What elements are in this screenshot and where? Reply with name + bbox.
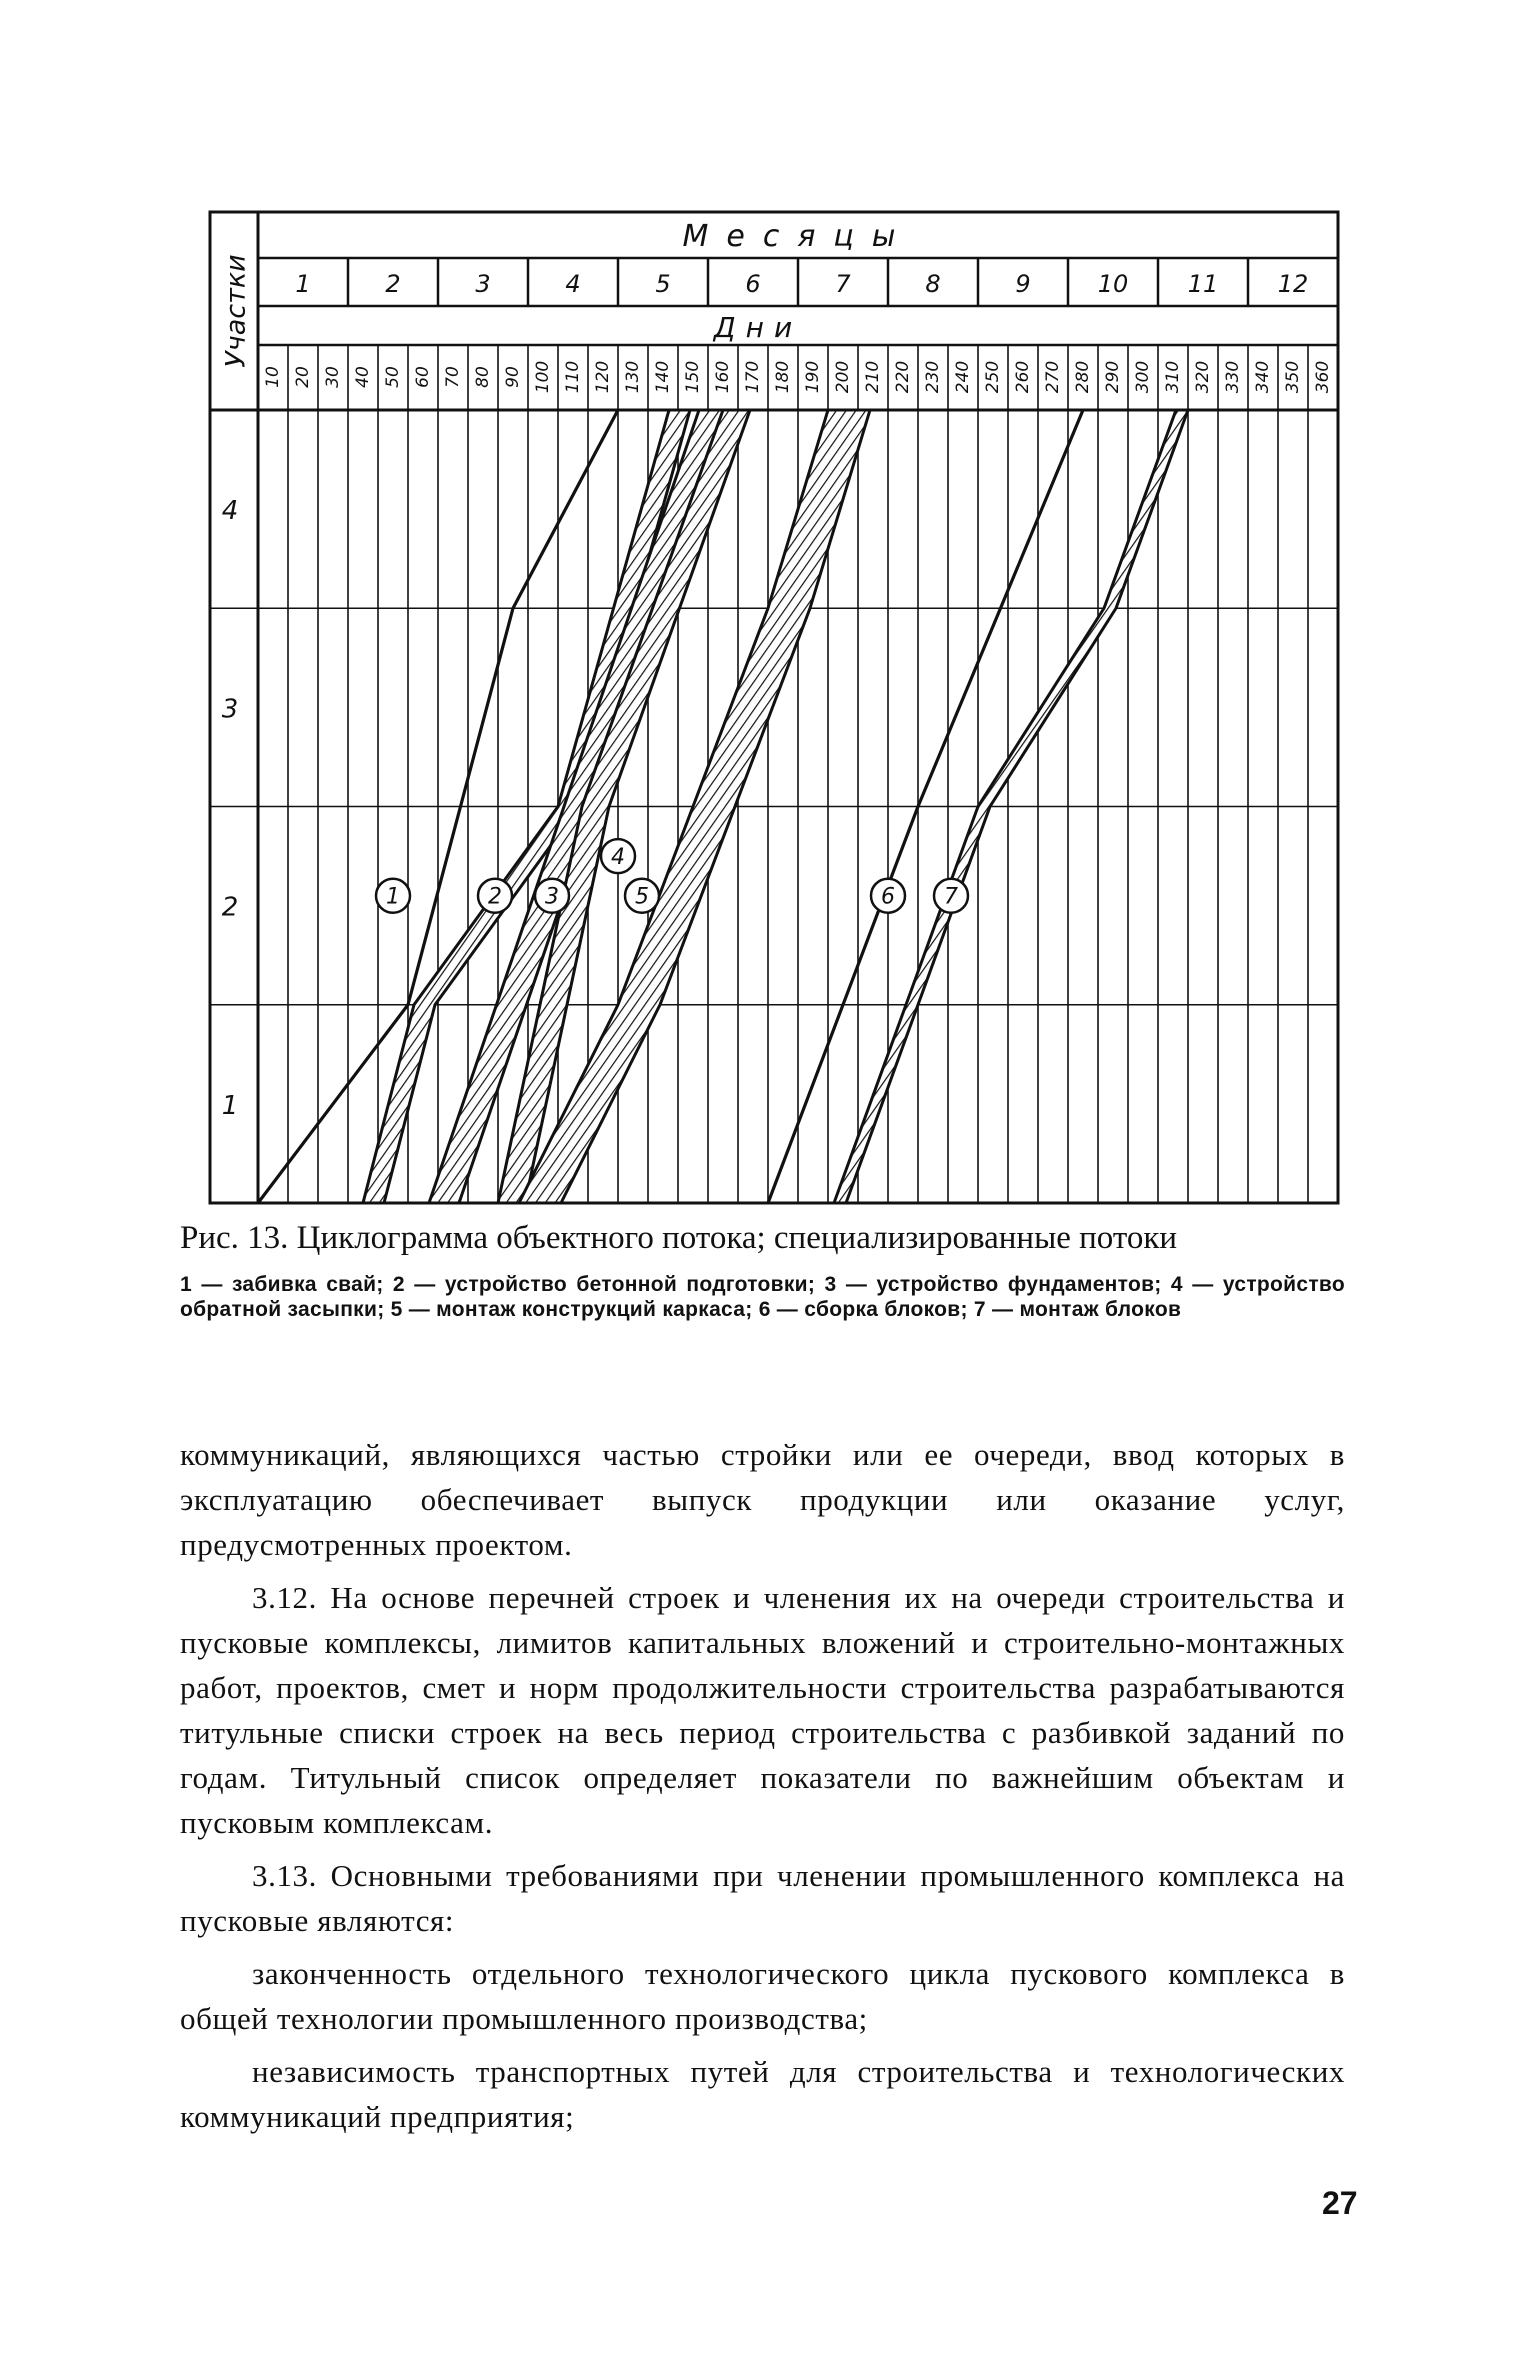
month-label: 11	[1187, 270, 1219, 298]
day-tick-label: 270	[1043, 360, 1063, 394]
day-tick-label: 50	[383, 366, 403, 388]
day-tick-label: 70	[443, 366, 463, 388]
page-number: 27	[1322, 2185, 1358, 2221]
day-tick-label: 290	[1103, 360, 1123, 394]
series-label-number: 2	[488, 884, 502, 910]
month-label: 8	[925, 270, 941, 298]
series-label-number: 7	[944, 884, 958, 910]
section-label: 1	[221, 1090, 239, 1121]
body-text	[180, 1432, 1345, 2147]
month-label: 3	[475, 270, 491, 298]
day-tick-label: 330	[1223, 360, 1243, 394]
paragraph-requirement-1: законченность отдельного технологического цикла пускового комплекса в общей технологии промышленного производства;	[180, 1956, 1345, 2036]
section-label: 2	[221, 892, 239, 923]
day-tick-label: 280	[1073, 360, 1093, 394]
day-tick-label: 300	[1133, 360, 1153, 394]
caption-text: Циклограмма объектного потока; специализированные потоки	[296, 1220, 1178, 1256]
month-label: 10	[1097, 270, 1129, 298]
caption-legend: 1 — забивка свай; 2 — устройство бетонной подготовки; 3 — устройство фундаментов; 4 — устройство обратной засыпки; 5 — монтаж конструкций каркаса; 6 — сборка блоков; 7 — монтаж блоков	[180, 1273, 1345, 1321]
day-tick-label: 210	[863, 360, 883, 394]
day-tick-label: 220	[893, 360, 913, 394]
day-tick-label: 100	[533, 360, 553, 394]
series-label-number: 4	[611, 845, 625, 871]
day-tick-label: 40	[353, 366, 373, 388]
paragraph-3-13: 3.13. Основными требованиями при членении промышленного комплекса на пусковые являются:	[180, 1858, 1345, 1938]
section-label: 3	[221, 694, 239, 725]
month-label: 7	[835, 270, 851, 298]
day-tick-label: 90	[503, 366, 523, 388]
section-label: 4	[221, 496, 239, 527]
series-label-number: 6	[881, 884, 895, 910]
month-label: 6	[745, 270, 761, 298]
day-tick-label: 360	[1313, 360, 1333, 394]
day-tick-label: 250	[983, 360, 1003, 394]
caption-prefix: Рис.	[180, 1220, 239, 1256]
paragraph-3-12: 3.12. На основе перечней строек и членения их на очереди строительства и пусковые комплексы, лимитов капитальных вложений и строительно-монтажных работ, проектов, смет и норм продолжительности строительства разрабатываются титульные списки строек на весь период строительства с разбивкой заданий по годам. Титульный список определяет показатели по важнейшим объектам и пусковым комплексам.	[180, 1580, 1345, 1840]
day-tick-label: 160	[713, 360, 733, 394]
day-tick-label: 150	[683, 360, 703, 394]
day-tick-label: 130	[623, 360, 643, 394]
day-tick-label: 80	[473, 366, 493, 388]
day-tick-label: 200	[833, 360, 853, 394]
month-label: 2	[385, 270, 401, 298]
caption-number: 13.	[247, 1220, 289, 1256]
day-tick-label: 340	[1253, 360, 1273, 394]
day-tick-label: 10	[263, 366, 283, 388]
month-label: 9	[1015, 270, 1031, 298]
day-tick-label: 20	[293, 366, 313, 388]
series-label-number: 3	[545, 884, 559, 910]
month-label: 12	[1277, 270, 1309, 298]
day-tick-label: 190	[803, 360, 823, 394]
day-tick-label: 110	[563, 360, 583, 394]
day-tick-label: 310	[1163, 360, 1183, 394]
day-tick-label: 320	[1193, 360, 1213, 394]
day-tick-label: 140	[653, 360, 673, 394]
day-tick-label: 120	[593, 360, 613, 394]
day-tick-label: 260	[1013, 360, 1033, 394]
month-label: 5	[655, 270, 671, 298]
series-label-number: 5	[635, 884, 649, 910]
day-tick-label: 240	[953, 360, 973, 394]
series-label-number: 1	[386, 884, 400, 910]
month-label: 1	[295, 270, 311, 298]
day-tick-label: 180	[773, 360, 793, 394]
day-tick-label: 350	[1283, 360, 1303, 394]
day-tick-label: 170	[743, 360, 763, 394]
day-tick-label: 230	[923, 360, 943, 394]
months-title: Месяцы	[682, 219, 914, 254]
month-label: 4	[565, 270, 581, 298]
caption-title	[180, 1218, 1345, 1258]
day-tick-label: 60	[413, 366, 433, 388]
paragraph-1: коммуникаций, являющихся частью стройки или ее очереди, ввод которых в эксплуатацию обеспечивает выпуск продукции или оказание услуг, предусмотренных проектом.	[180, 1437, 1345, 1562]
figure-caption	[180, 1218, 1345, 1322]
day-tick-label: 30	[323, 366, 343, 388]
days-title: Дни	[713, 311, 803, 344]
y-axis-title: Участки	[220, 254, 252, 368]
paragraph-requirement-2: независимость транспортных путей для строительства и технологических коммуникаций предприятия;	[180, 2054, 1345, 2134]
